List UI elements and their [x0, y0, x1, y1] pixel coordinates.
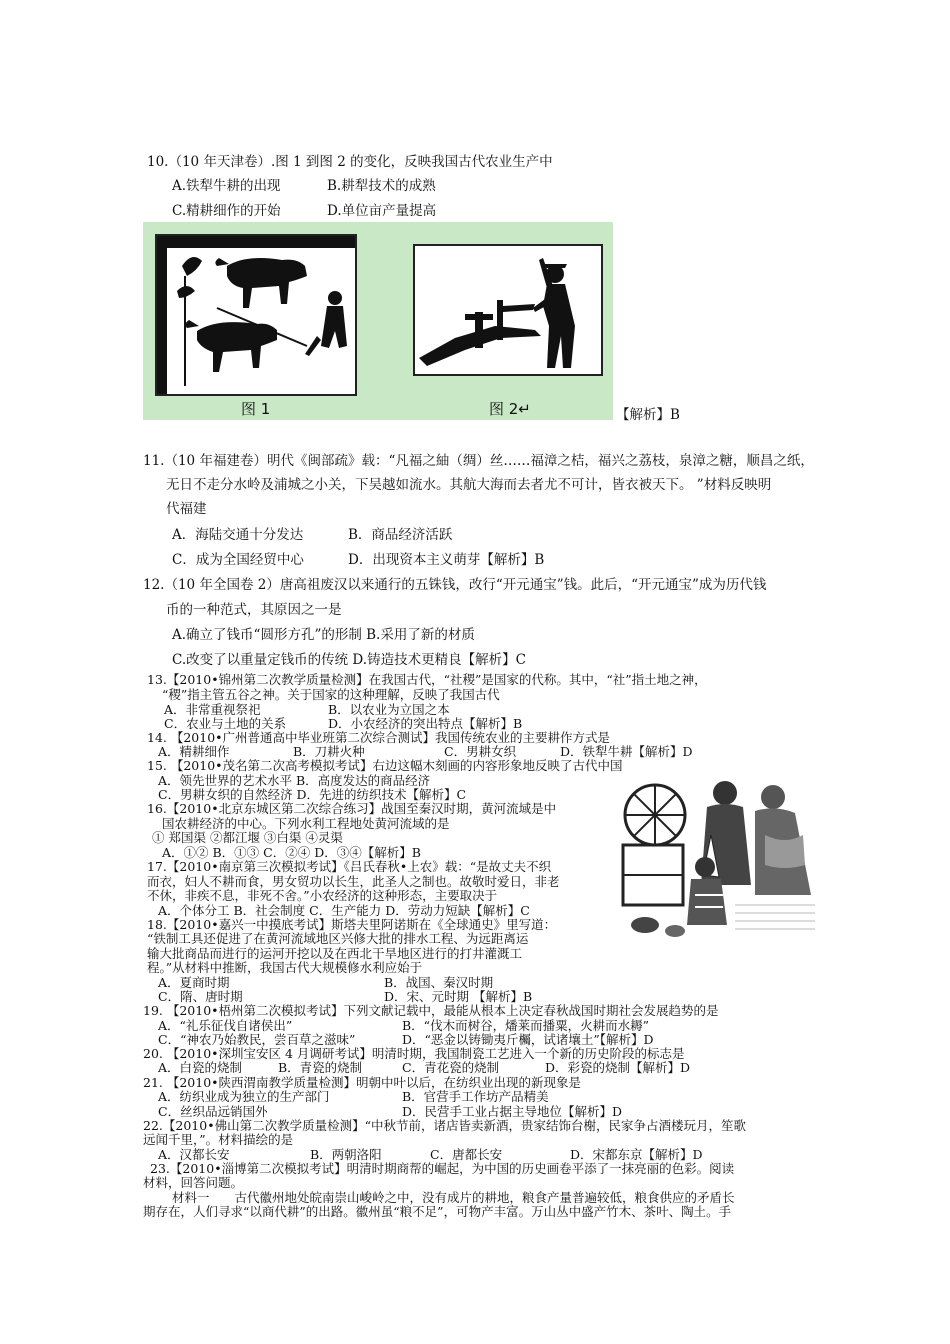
q19-option-c: C．“神农乃始教民，尝百草之滋味”: [158, 1032, 356, 1047]
q12-line1: 12.（10 年全国卷 2）唐高祖废汉以来通行的五铢钱，改行“开元通宝”钱。此后，“开元通宝”成为历代钱: [143, 577, 767, 593]
q11-option-d: D．出现资本主义萌芽【解析】B: [348, 552, 545, 568]
q20-option-a: A．白瓷的烧制: [158, 1060, 243, 1075]
q21-line1: 21. 【2010•陕西渭南教学质量检测】明朝中叶以后，在纺织业出现的新现象是: [143, 1075, 582, 1090]
q20-option-b: B．青瓷的烧制: [278, 1060, 363, 1075]
q11-line1: 11.（10 年福建卷）明代《闽部疏》载：“凡福之紬（绸）丝……福漳之桔，福兴之荔枝，泉漳之糖，顺昌之纸，: [143, 453, 814, 469]
q13-line1: 13.【2010•锦州第二次教学质量检测】在我国古代，“社稷”是国家的代称。其中，“社”指土地之神，: [147, 672, 707, 687]
q18-option-a: A．夏商时期: [158, 975, 230, 990]
q10-option-a: A.铁犁牛耕的出现: [172, 178, 281, 194]
q19-option-d: D．“恶金以铸锄夷斤欘，试诸壤土”【解析】D: [402, 1032, 654, 1047]
q21-option-b: B．官营手工作坊产品精美: [402, 1089, 549, 1104]
q18-line4: 程。”从材料中推断，我国古代大规模修水利应始于: [147, 960, 423, 975]
q16-items: ① 郑国渠 ②都江堰 ③白渠 ④灵渠: [152, 830, 343, 845]
q15-options-ab: A．领先世界的艺术水平 B．高度发达的商品经济: [158, 773, 431, 788]
q10-option-d: D.单位亩产量提高: [327, 203, 437, 219]
q19-line1: 19. 【2010•梧州第二次模拟考试】下列文献记载中，最能从根本上决定春秋战国时期社会发展趋势的是: [143, 1003, 719, 1018]
q10-figure: [143, 222, 613, 420]
q16-line1: 16.【2010•北京东城区第二次综合练习】战国至秦汉时期，黄河流域是中: [147, 801, 557, 816]
q23-line2: 材料，回答问题。: [143, 1175, 244, 1190]
q13-option-d: D．小农经济的突出特点【解析】B: [328, 716, 523, 731]
q20-line1: 20. 【2010•深圳宝安区 4 月调研考试】明清时期，我国制瓷工艺进入一个新的历史阶段的标志是: [143, 1046, 685, 1061]
q17-line1: 17.【2010•南京第三次模拟考试】《吕氏春秋•上农》载：“是故丈夫不织: [147, 859, 552, 874]
q20-option-c: C．青花瓷的烧制: [402, 1060, 500, 1075]
q19-option-a: A．“礼乐征伐自诸侯出”: [158, 1018, 293, 1033]
q16-line2: 国农耕经济的中心。下列水利工程地处黄河流域的是: [162, 816, 450, 831]
q21-option-a: A．纺织业成为独立的生产部门: [158, 1089, 330, 1104]
q22-line2: 远闻千里，”。材料描绘的是: [143, 1132, 294, 1147]
q11-option-a: A．海陆交通十分发达: [172, 527, 304, 543]
q15-line1: 15. 【2010•茂名第二次高考模拟考试】右边这幅木刻画的内容形象地反映了古代中国: [147, 758, 623, 773]
q14-option-a: A．精耕细作: [158, 744, 230, 759]
q11-option-c: C．成为全国经贸中心: [172, 552, 304, 568]
q14-line1: 14. 【2010•广州普通高中毕业班第二次综合测试】我国传统农业的主要耕作方式是: [147, 730, 611, 745]
q13-option-c: C．农业与土地的关系: [164, 716, 287, 731]
fig2-caption: 图 2↵: [489, 400, 531, 418]
q21-option-c: C．丝织品远销国外: [158, 1104, 268, 1119]
q23-material-line2: 期存在，人们寻求“以商代耕”的出路。徽州虽“粮不足”，可物产丰富。万山丛中盛产竹木、茶叶、陶土。手: [143, 1204, 732, 1219]
q10-option-c: C.精耕细作的开始: [172, 203, 281, 219]
plough-farmer-illustration: [415, 246, 601, 374]
q13-option-b: B．以农业为立国之本: [328, 702, 450, 717]
q20-option-d: D．彩瓷的烧制【解析】D: [545, 1060, 691, 1075]
q10-answer: 【解析】B: [616, 407, 680, 423]
q18-option-b: B．战国、秦汉时期: [384, 975, 494, 990]
q22-option-a: A．汉都长安: [158, 1147, 230, 1162]
fig1-caption: 图 1: [241, 400, 271, 418]
q22-option-c: C．唐都长安: [430, 1147, 503, 1162]
q14-option-d: D．铁犁牛耕【解析】D: [560, 744, 693, 759]
q11-line2: 无日不走分水岭及浦城之小关，下吴越如流水。其航大海而去者尤不可计，皆衣被天下。 ”材料反映明: [166, 477, 772, 493]
ox-plough-illustration: [157, 236, 355, 394]
q13-line2: “稷”指主管五谷之神。关于国家的这种理解，反映了我国古代: [162, 687, 500, 702]
q12-options-cd: C.改变了以重量定钱币的传统 D.铸造技术更精良【解析】C: [172, 652, 526, 668]
q12-line2: 币的一种范式，其原因之一是: [166, 602, 342, 618]
q18-option-d: D．宋、元时期 【解析】B: [384, 989, 533, 1004]
q21-option-d: D．民营手工业占据主导地位【解析】D: [402, 1104, 623, 1119]
q10-stem: 10.（10 年天津卷）.图 1 到图 2 的变化，反映我国古代农业生产中: [147, 154, 553, 170]
q10-option-b: B.耕犁技术的成熟: [327, 178, 436, 194]
q18-option-c: C．隋、唐时期: [158, 989, 243, 1004]
q13-option-a: A．非常重视祭祀: [164, 702, 261, 717]
q18-line2: “铁制工具还促进了在黄河流域地区兴修大批的排水工程、为远距离运: [147, 931, 529, 946]
q17-options: A．个体分工 B．社会制度 C．生产能力 D．劳动力短缺【解析】C: [158, 903, 530, 918]
q18-line1: 18.【2010•嘉兴一中摸底考试】斯塔夫里阿诺斯在《全球通史》里写道：: [147, 917, 557, 932]
q22-option-b: B．两朝洛阳: [310, 1147, 382, 1162]
q22-option-d: D．宋都东京【解析】D: [570, 1147, 703, 1162]
q11-option-b: B．商品经济活跃: [348, 527, 453, 543]
q18-line3: 输大批商品而进行的运河开挖以及在西北干旱地区进行的打井灌溉工: [147, 946, 523, 961]
q23-material-line1: 材料一 古代徽州地处皖南崇山峻岭之中，没有成片的耕地，粮食产量普遍较低，粮食供应的矛盾长: [172, 1190, 735, 1205]
q17-line2: 而衣，妇人不耕而食，男女贸功以长生，此圣人之制也。故敬时爱日，非老: [147, 874, 560, 889]
q15-options-cd: C．男耕女织的自然经济 D．先进的纺织技术【解析】C: [158, 787, 467, 802]
q17-line3: 不休，非疾不息，非死不舍。”小农经济的这种形态，主要取决于: [147, 888, 498, 903]
q16-options: A．①② B．①③ C．②④ D．③④【解析】B: [162, 845, 421, 860]
q22-line1: 22.【2010•佛山第二次教学质量检测】“中秋节前，诸店皆卖新酒，贵家结饰台榭，民家争占酒楼玩月，笙歌: [143, 1118, 746, 1133]
woodcut-weaving-picture: [615, 775, 825, 943]
fig2-panel: [413, 244, 603, 376]
fig1-panel: [155, 234, 357, 396]
q23-line1: 23.【2010•淄博第二次模拟考试】明清时期商帮的崛起，为中国的历史画卷平添了一抹亮丽的色彩。阅读: [150, 1161, 735, 1176]
q14-option-b: B．刀耕火种: [293, 744, 365, 759]
q12-options-ab: A.确立了钱币“圆形方孔”的形制 B.采用了新的材质: [172, 627, 475, 643]
q11-line3: 代福建: [166, 501, 207, 517]
q19-option-b: B．“伐木而树谷，燔莱而播粟，火耕而水耨”: [402, 1018, 649, 1033]
q14-option-c: C．男耕女织: [444, 744, 517, 759]
